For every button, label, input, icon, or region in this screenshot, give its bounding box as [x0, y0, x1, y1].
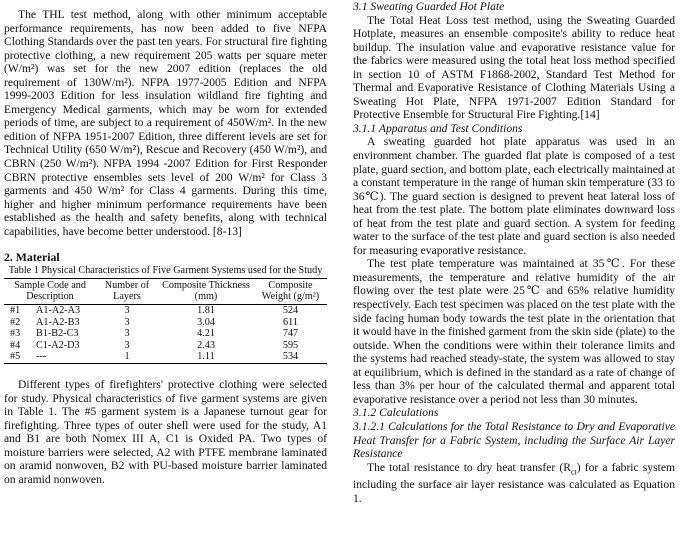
- paragraph-3-1-1-b: The test plate temperature was maintained at 35℃. For these measurements, the temperature and relative humidity of the air flowing over the test plate were 25℃ and 65% relative humidity respectively. Each test specimen was placed on the test plate with the side facing human body towards the test plate in the orientation that it would have in the finished garment from the skin side (plate) to the outside. When the conditions were within their tolerance limits and the systems had reached steady-state, the system was allowed to stay at equilibrium, which is defined in the standard as a rate of change of less than 3% per hour of the calculated thermal and apparent total evaporative resistance over a period not less than 30 minutes.: [353, 257, 675, 406]
- header-weight: Composite Weight (g/m²): [261, 279, 320, 303]
- table-row: [4, 305, 327, 317]
- cell-sample-code: [4, 305, 96, 317]
- paragraph-3-1: The Total Heat Loss test method, using the Sweating Guarded Hotplate, measures an ensemble composite's ability to reduce heat buildup. The insulation value and evaporative resistance value for the fabrics were measured using the total heat loss method specified in section 10 of ASTM F1868-2002, Standard Test Method for Thermal and Evaporative Resistance of Clothing Materials Using a Sweating Hot Plate, NFPA 1971-2007 Edition Standard for Protective Ensemble for Structural Fire Fighting.[14]: [353, 13, 675, 122]
- sample-id: #4: [10, 339, 21, 351]
- left-column: [4, 0, 327, 486]
- sample-code: ---: [36, 351, 47, 363]
- cell-weight: 611: [283, 316, 298, 328]
- sample-id: #5: [10, 351, 21, 363]
- right-column: [353, 0, 675, 506]
- table-row: [4, 351, 327, 363]
- table-row: [4, 328, 327, 340]
- sample-id: #1: [10, 305, 21, 317]
- cell-thickness: 4.21: [197, 328, 215, 340]
- table-header-row: [4, 278, 327, 304]
- sample-id: #2: [10, 316, 21, 328]
- sample-code: A1-A2-B3: [36, 316, 80, 328]
- cell-layers: 3: [124, 316, 130, 328]
- paragraph-3-1-2-1: The total resistance to dry heat transfer $(R_{ct})$ for a fabric system including the surface air layer resistance was calculated as Equation 1.: [353, 460, 675, 505]
- cell-weight: 524: [282, 305, 299, 317]
- table-row: [4, 317, 327, 329]
- cell-sample-code: [4, 340, 96, 352]
- material-paragraph: Different types of firefighters' protective clothing were selected for study. Physical characteristics of five garment systems are given in Table 1. The #5 garment system is a Japanese turnout gear for firefighting. Three types of outer shell were used for the study, A1 and B1 are both Nomex III A, C1 is Oxided PA. Two types of moisture barriers were selected, A2 with PTFE membrane laminated on aramid nonwoven, B2 with PU-based moisture barrier laminated on aramid nonwoven.: [4, 378, 327, 486]
- cell-sample-code: [4, 328, 96, 340]
- subsection-heading-3-1-1: 3.1.1 Apparatus and Test Conditions: [353, 121, 523, 135]
- garment-table: [4, 278, 327, 364]
- table-row: [4, 340, 327, 352]
- subsection-heading-3-1: 3.1 Sweating Guarded Hot Plate: [353, 0, 505, 13]
- intro-paragraph: The THL test method, along with other minimum acceptable performance requirements, has now been added to five NFPA Clothing Standards over the past ten years. For structural fire fighting protective clothing, a new requirement 205 watts per square meter (W/m²) was set for the new 2007 edition (replaces the old requirement of 130W/m²). NFPA 1977-2005 Edition and NFPA 1999-2003 Edition for less insulation wildland fire fighting and Emergency Medical garments, which may be worn for extended periods of time, are subject to a requirement of 450W/m². In the new edition of NFPA 1951-2007 Edition, three different levels are set for Technical Utility (650 W/m²), Rescue and Recovery (450 W/m²), and CBRN (250 W/m²). NFPA 1994 -2007 Edition for First Responder CBRN protective ensembles sets level of 200 W/m² for Class 3 garments and 450 W/m² for Class 4 garments. During this time, higher and higher minimum performance requirements have been established as the health and safety benefits, along with technical capabilities, have become better understood. [8-13]: [4, 8, 327, 238]
- sample-code: C1-A2-D3: [36, 339, 80, 351]
- section-heading-material: 2. Material: [4, 250, 60, 265]
- sample-id: #3: [10, 328, 21, 340]
- cell-sample-code: [4, 317, 96, 329]
- cell-sample-code: [4, 351, 96, 363]
- header-number-of-layers: Number of Layers: [104, 279, 150, 303]
- cell-layers: 3: [124, 305, 130, 317]
- cell-thickness: 2.43: [197, 339, 215, 351]
- paragraph-3-1-1-a: A sweating guarded hot plate apparatus was used in an environment chamber. The guarded flat plate is composed of a test plate, guard section, and bottom plate, each electrically maintained at a constant temperature in the range of human skin temperature (33 to 36℃). The guard section is designed to prevent heat lateral loss of heat from the test plate. The bottom plate eliminates downward loss of heat from the test plate and guard section. A system for feeding water to the surface of the test plate and guard section is also needed for measuring evaporative resistance.: [353, 135, 675, 257]
- header-thickness: Composite Thickness (mm): [162, 279, 250, 303]
- header-sample-code: Sample Code and Description: [14, 279, 86, 303]
- table-caption: Table 1 Physical Characteristics of Five Garment Systems used for the Study: [8, 264, 323, 276]
- cell-weight: 534: [282, 351, 299, 363]
- cell-thickness: 1.11: [197, 351, 215, 363]
- cell-weight: 747: [282, 328, 299, 340]
- sample-code: A1-A2-A3: [36, 305, 81, 317]
- cell-layers: 3: [124, 339, 130, 351]
- cell-weight: 595: [282, 339, 299, 351]
- cell-layers: 3: [124, 328, 130, 340]
- cell-layers: 1: [124, 351, 130, 363]
- cell-thickness: 1.81: [197, 305, 215, 317]
- subsection-heading-3-1-2-1: 3.1.2.1 Calculations for the Total Resistance to Dry and Evaporative Heat Transfer for a Fabric System, including the Surface Air Layer Resistance: [353, 419, 675, 461]
- cell-thickness: 3.04: [197, 316, 215, 328]
- sample-code: B1-B2-C3: [36, 328, 79, 340]
- subsection-heading-3-1-2: 3.1.2 Calculations: [353, 406, 439, 420]
